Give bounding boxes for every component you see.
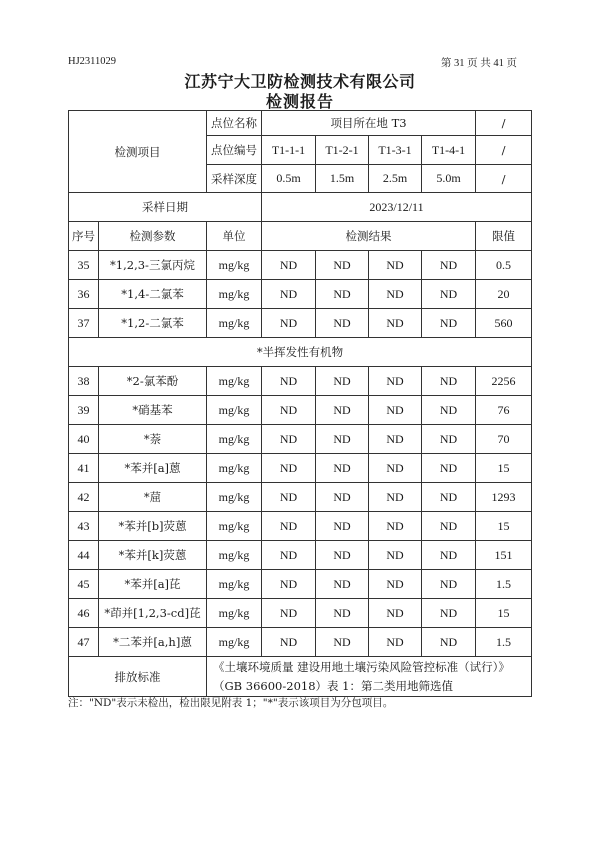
data-row (69, 599, 532, 628)
unit: mg/kg (207, 512, 262, 541)
result-value: ND (369, 570, 422, 599)
parameter-name: *䓛 (99, 483, 207, 512)
result-value: ND (369, 541, 422, 570)
parameter-name: *苯并[a]蒽 (99, 454, 207, 483)
standard-text (207, 657, 532, 697)
result-value: ND (262, 280, 316, 309)
result-value: ND (369, 280, 422, 309)
unit: mg/kg (207, 483, 262, 512)
row-number: 36 (69, 280, 99, 309)
data-row (69, 628, 532, 657)
result-value: ND (316, 280, 369, 309)
result-value: ND (422, 309, 476, 338)
point-name-label: 点位名称 (207, 111, 262, 136)
parameter-name: *苯并[a]芘 (99, 570, 207, 599)
row-number: 42 (69, 483, 99, 512)
unit: mg/kg (207, 367, 262, 396)
row-number: 43 (69, 512, 99, 541)
slash-cell: / (476, 136, 532, 165)
unit: mg/kg (207, 570, 262, 599)
unit: mg/kg (207, 309, 262, 338)
data-row (69, 483, 532, 512)
result-value: ND (369, 251, 422, 280)
result-value: ND (422, 396, 476, 425)
standard-label: 排放标准 (69, 657, 207, 697)
result-value: ND (316, 367, 369, 396)
column-header-row (69, 222, 532, 251)
limit-value: 1.5 (476, 570, 532, 599)
result-value: ND (262, 425, 316, 454)
parameter-name: *二苯并[a,h]蒽 (99, 628, 207, 657)
result-value: ND (316, 425, 369, 454)
date-row (69, 193, 532, 222)
depth-value: 5.0m (422, 165, 476, 193)
result-value: ND (369, 628, 422, 657)
unit: mg/kg (207, 454, 262, 483)
standard-line: （GB 36600-2018）表 1：第二类用地筛选值 (213, 678, 453, 693)
row-number: 44 (69, 541, 99, 570)
result-value: ND (422, 483, 476, 512)
row-number: 41 (69, 454, 99, 483)
slash-cell: / (476, 111, 532, 136)
depth-value: 1.5m (316, 165, 369, 193)
limit-value: 15 (476, 512, 532, 541)
result-value: ND (422, 251, 476, 280)
depth-label: 采样深度 (207, 165, 262, 193)
standard-line: 《土壤环境质量 建设用地土壤污染风险管控标准（试行）》 (213, 659, 510, 674)
section-row (69, 338, 532, 367)
result-value: ND (369, 512, 422, 541)
col-param-header: 检测参数 (99, 222, 207, 251)
data-row (69, 367, 532, 396)
result-value: ND (262, 251, 316, 280)
unit: mg/kg (207, 396, 262, 425)
result-value: ND (369, 309, 422, 338)
parameter-name: *茚并[1,2,3-cd]芘 (99, 599, 207, 628)
result-value: ND (422, 512, 476, 541)
item-label: 检测项目 (69, 111, 207, 193)
result-value: ND (422, 454, 476, 483)
row-number: 40 (69, 425, 99, 454)
parameter-name: *1,2-二氯苯 (99, 309, 207, 338)
result-value: ND (316, 483, 369, 512)
unit: mg/kg (207, 280, 262, 309)
limit-value: 70 (476, 425, 532, 454)
parameter-name: *苯并[k]荧蒽 (99, 541, 207, 570)
result-value: ND (369, 599, 422, 628)
point-code: T1-2-1 (316, 136, 369, 165)
result-value: ND (422, 570, 476, 599)
result-value: ND (369, 454, 422, 483)
parameter-name: *硝基苯 (99, 396, 207, 425)
result-value: ND (316, 570, 369, 599)
result-value: ND (369, 396, 422, 425)
row-number: 38 (69, 367, 99, 396)
unit: mg/kg (207, 251, 262, 280)
limit-value: 15 (476, 454, 532, 483)
point-code: T1-4-1 (422, 136, 476, 165)
unit: mg/kg (207, 425, 262, 454)
row-number: 37 (69, 309, 99, 338)
result-value: ND (316, 454, 369, 483)
parameter-name: *苯并[b]荧蒽 (99, 512, 207, 541)
result-value: ND (422, 599, 476, 628)
footnote: 注："ND"表示未检出，检出限见附表 1；"*"表示该项目为分包项目。 (68, 697, 394, 709)
point-name-row (69, 111, 532, 136)
result-value: ND (262, 483, 316, 512)
result-value: ND (422, 541, 476, 570)
parameter-name: *1,2,3-三氯丙烷 (99, 251, 207, 280)
row-number: 47 (69, 628, 99, 657)
data-row (69, 454, 532, 483)
limit-value: 2256 (476, 367, 532, 396)
limit-value: 0.5 (476, 251, 532, 280)
row-number: 39 (69, 396, 99, 425)
limit-value: 20 (476, 280, 532, 309)
result-value: ND (262, 628, 316, 657)
data-row (69, 251, 532, 280)
point-code: T1-3-1 (369, 136, 422, 165)
col-result-header: 检测结果 (262, 222, 476, 251)
data-row (69, 309, 532, 338)
parameter-name: *1,4-二氯苯 (99, 280, 207, 309)
results-table (68, 110, 532, 697)
result-value: ND (316, 251, 369, 280)
row-number: 35 (69, 251, 99, 280)
result-value: ND (262, 541, 316, 570)
result-value: ND (422, 280, 476, 309)
limit-value: 1.5 (476, 628, 532, 657)
limit-value: 1293 (476, 483, 532, 512)
result-value: ND (316, 628, 369, 657)
parameter-name: *萘 (99, 425, 207, 454)
result-value: ND (262, 570, 316, 599)
data-row (69, 280, 532, 309)
col-no-header: 序号 (69, 222, 99, 251)
result-value: ND (262, 396, 316, 425)
company-name: 江苏宁大卫防检测技术有限公司 (184, 72, 416, 91)
result-value: ND (316, 309, 369, 338)
page-info: 第 31 页 共 41 页 (440, 58, 517, 69)
result-value: ND (369, 483, 422, 512)
result-value: ND (262, 599, 316, 628)
result-value: ND (422, 425, 476, 454)
result-value: ND (369, 367, 422, 396)
depth-value: 2.5m (369, 165, 422, 193)
data-row (69, 512, 532, 541)
point-code-label: 点位编号 (207, 136, 262, 165)
result-value: ND (369, 425, 422, 454)
date-value: 2023/12/11 (262, 193, 532, 222)
limit-value: 560 (476, 309, 532, 338)
report-number: HJ2311029 (68, 56, 117, 67)
parameter-name: *2-氯苯酚 (99, 367, 207, 396)
unit: mg/kg (207, 628, 262, 657)
result-value: ND (262, 454, 316, 483)
row-number: 45 (69, 570, 99, 599)
result-value: ND (262, 309, 316, 338)
result-value: ND (316, 512, 369, 541)
result-value: ND (422, 367, 476, 396)
point-code: T1-1-1 (262, 136, 316, 165)
result-value: ND (316, 541, 369, 570)
slash-cell: / (476, 165, 532, 193)
result-value: ND (262, 367, 316, 396)
data-row (69, 541, 532, 570)
col-limit-header: 限值 (476, 222, 532, 251)
result-value: ND (316, 599, 369, 628)
limit-value: 15 (476, 599, 532, 628)
date-label: 采样日期 (69, 193, 262, 222)
limit-value: 76 (476, 396, 532, 425)
limit-value: 151 (476, 541, 532, 570)
result-value: ND (262, 512, 316, 541)
row-number: 46 (69, 599, 99, 628)
depth-value: 0.5m (262, 165, 316, 193)
section-label: *半挥发性有机物 (69, 338, 532, 367)
data-row (69, 396, 532, 425)
report-title: 检测报告 (265, 92, 334, 111)
data-row (69, 425, 532, 454)
result-value: ND (422, 628, 476, 657)
data-row (69, 570, 532, 599)
result-value: ND (316, 396, 369, 425)
point-name-value: 项目所在地 T3 (262, 111, 476, 136)
unit: mg/kg (207, 541, 262, 570)
col-unit-header: 单位 (207, 222, 262, 251)
unit: mg/kg (207, 599, 262, 628)
standard-row (69, 657, 532, 697)
